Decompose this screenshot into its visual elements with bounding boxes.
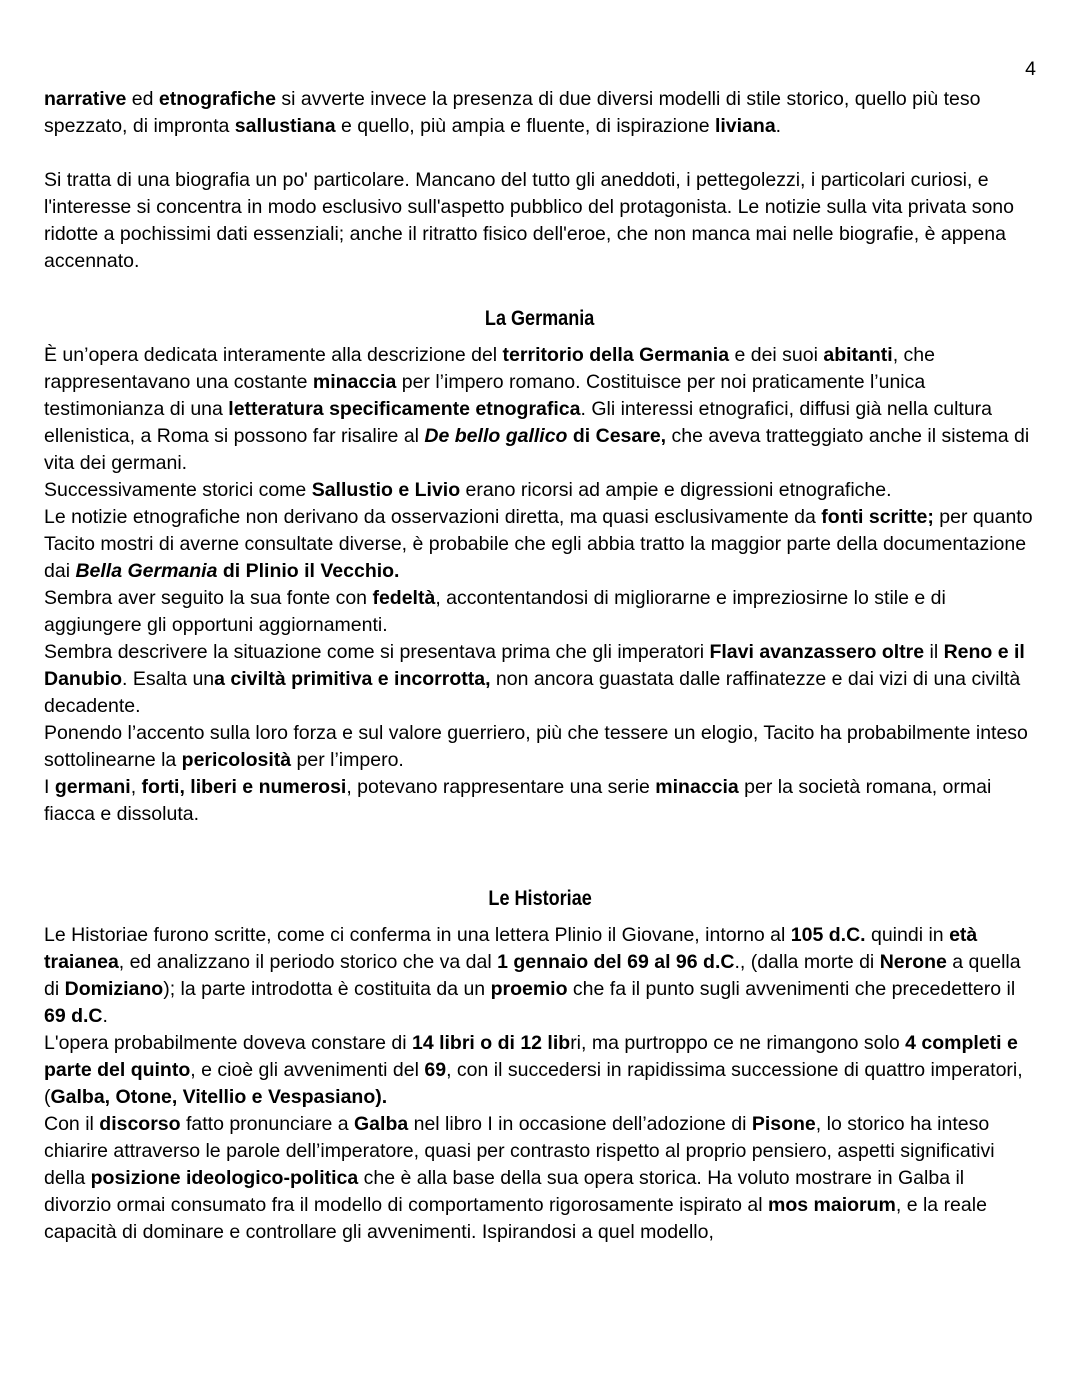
text-run: forti, liberi e numerosi [141,776,347,798]
text-run: . Gli interessi etnografici, diffusi già nella cultura ellenistica, a Roma si possono far risalire al [44,398,993,447]
text-run: per l’impero romano. Costituisce per noi praticamente l’unica testimonianza di una [44,371,926,420]
text-run: Sembra descrivere la situazione come si presentava prima che gli imperatori [44,641,710,663]
text-run: Reno e il Danubio [44,641,1025,690]
text-run: proemio [490,978,568,1000]
text-run: È un’opera dedicata interamente alla descrizione del [44,344,503,366]
text-run: Galba, Otone, Vitellio e Vespasiano). [50,1086,388,1108]
paragraph [44,922,1036,1030]
text-run: , con il succedersi in rapidissima successione di quattro imperatori, ( [44,1059,1023,1108]
text-run: Pisone [751,1113,816,1135]
section-heading [44,884,1036,914]
text-run: si avverte invece la presenza di due diversi modelli di stile storico, quello più teso spezzato, di impronta [44,88,981,137]
text-run: a civiltà primitiva e incorrotta, [214,668,491,690]
paragraph [44,477,1036,504]
text-run: Domiziano [64,978,164,1000]
text-run: . Esalta un [122,668,215,690]
text-run: per quanto Tacito mostri di averne consultate diverse, è probabile che egli abbia tratto la maggior parte della documentazione dai [44,506,1033,582]
text-run: di Cesare, [567,425,667,447]
text-run: età traianea [44,924,978,973]
section-heading-text: La Germania [485,307,595,330]
text-run: liviana [714,115,776,137]
text-run: 69 d.C [44,1005,103,1027]
text-run: . [775,115,782,137]
text-run: fatto pronunciare a [180,1113,355,1135]
text-run: mos maiorum [768,1194,896,1216]
section-heading-text: Le Historiae [488,887,592,910]
text-run: Sembra aver seguito la sua fonte con [44,587,373,609]
text-run: territorio della Germania [502,344,730,366]
text-run: non ancora guastata dalle raffinatezze e dai vizi di una civiltà decadente. [44,668,1021,717]
text-run: Con il [44,1113,100,1135]
text-run: erano ricorsi ad ampie e digressioni etnografiche. [460,479,892,501]
text-run: che aveva tratteggiato anche il sistema di vita dei germani. [44,425,1030,474]
text-run: che è alla base della sua opera storica. Ha voluto mostrare in Galba il divorzio ormai consumato fra il modello di comportamento rigorosamente ispirato al [44,1167,965,1216]
text-run: 1 gennaio del 69 al 96 d.C [497,951,735,973]
text-run: Sallustio e Livio [311,479,461,501]
text-run: e quello, più ampia e fluente, di ispirazione [335,115,715,137]
paragraph [44,1030,1036,1111]
text-run: discorso [99,1113,181,1135]
section-heading [44,304,1036,334]
text-run: 14 libri o di 12 lib [411,1032,571,1054]
blank-line [44,828,1036,855]
text-run: germani [54,776,131,798]
page-number: 4 [1025,58,1036,80]
text-run: Ponendo l’accento sulla loro forza e sul valore guerriero, più che tessere un elogio, Tacito ha probabilmente inteso sottolinearne la [44,722,1028,771]
text-run: 69 [424,1059,447,1081]
text-run: narrative [44,88,127,110]
text-run: 4 completi e parte del quinto [44,1032,1018,1081]
text-run: . [102,1005,108,1027]
text-run: per la società romana, ormai fiacca e dissoluta. [44,776,992,825]
blank-line [44,140,1036,167]
paragraph [44,1111,1036,1246]
text-run: Flavi avanzassero oltre [709,641,925,663]
text-run: fonti scritte; [821,506,934,528]
text-run: quindi in [865,924,950,946]
text-run: , e la reale capacità di dominare e controllare gli avvenimenti. Ispirandosi a quel modello, [44,1194,987,1243]
document-body [44,86,1036,1246]
text-run: Le notizie etnografiche non derivano da osservazioni diretta, ma quasi esclusivamente da [44,506,822,528]
text-run: di Plinio il Vecchio. [217,560,400,582]
text-run: , [130,776,142,798]
paragraph [44,720,1036,774]
text-run: e dei suoi [729,344,824,366]
text-run: Bella Germania [75,560,218,582]
paragraph [44,639,1036,720]
text-run: sallustiana [234,115,336,137]
text-run: abitanti [823,344,893,366]
text-run: ed [126,88,159,110]
paragraph [44,167,1036,275]
text-run: Si tratta di una biografia un po' particolare. Mancano del tutto gli aneddoti, i pettegolezzi, i particolari curiosi, e l'interesse si concentra in modo esclusivo sull'aspetto pubblico del protagonista. Le notizie sulla vita privata sono ridotte a pochissimi dati essenziali; anche il ritratto fisico dell'eroe, che non manca mai nelle biografie, è appena accennato. [44,169,1014,272]
text-run: che fa il punto sugli avvenimenti che precedettero il [567,978,1016,1000]
text-run: 105 d.C. [790,924,866,946]
text-run: letteratura specificamente etnografica [228,398,581,420]
text-run: minaccia [312,371,397,393]
text-run: etnografiche [158,88,276,110]
text-run: il [924,641,944,663]
paragraph [44,86,1036,140]
paragraph [44,342,1036,477]
text-run: , e cioè gli avvenimenti del [190,1059,425,1081]
text-run: , potevano rappresentare una serie [346,776,656,798]
paragraph [44,774,1036,828]
text-run: Nerone [879,951,947,973]
text-run: pericolosità [181,749,292,771]
paragraph [44,504,1036,585]
text-run: fedeltà [372,587,436,609]
text-run: minaccia [655,776,739,798]
text-run: per l’impero. [291,749,404,771]
text-run: , ed analizzano il periodo storico che va dal [118,951,498,973]
text-run: , lo storico ha inteso chiarire attraverso le parole dell’imperatore, quasi per contrasto rispetto al proprio pensiero, aspetti significativi della [44,1113,995,1189]
text-run: ri, ma purtroppo ce ne rimangono solo [570,1032,906,1054]
text-run: ); la parte introdotta è costituita da un [163,978,491,1000]
text-run: I [44,776,55,798]
text-run: a quella di [44,951,1021,1000]
text-run: , che rappresentavano una costante [44,344,935,393]
text-run: posizione ideologico-politica [90,1167,359,1189]
text-run: Galba [354,1113,409,1135]
text-run: Successivamente storici come [44,479,312,501]
text-run: L'opera probabilmente doveva constare di [44,1032,412,1054]
paragraph [44,585,1036,639]
text-run: , accontentandosi di migliorarne e impreziosirne lo stile e di aggiungere gli opportuni aggiornamenti. [44,587,946,636]
text-run: ., (dalla morte di [734,951,880,973]
text-run: Le Historiae furono scritte, come ci conferma in una lettera Plinio il Giovane, intorno al [44,924,791,946]
text-run: De bello gallico [424,425,568,447]
text-run: nel libro I in occasione dell’adozione di [408,1113,752,1135]
